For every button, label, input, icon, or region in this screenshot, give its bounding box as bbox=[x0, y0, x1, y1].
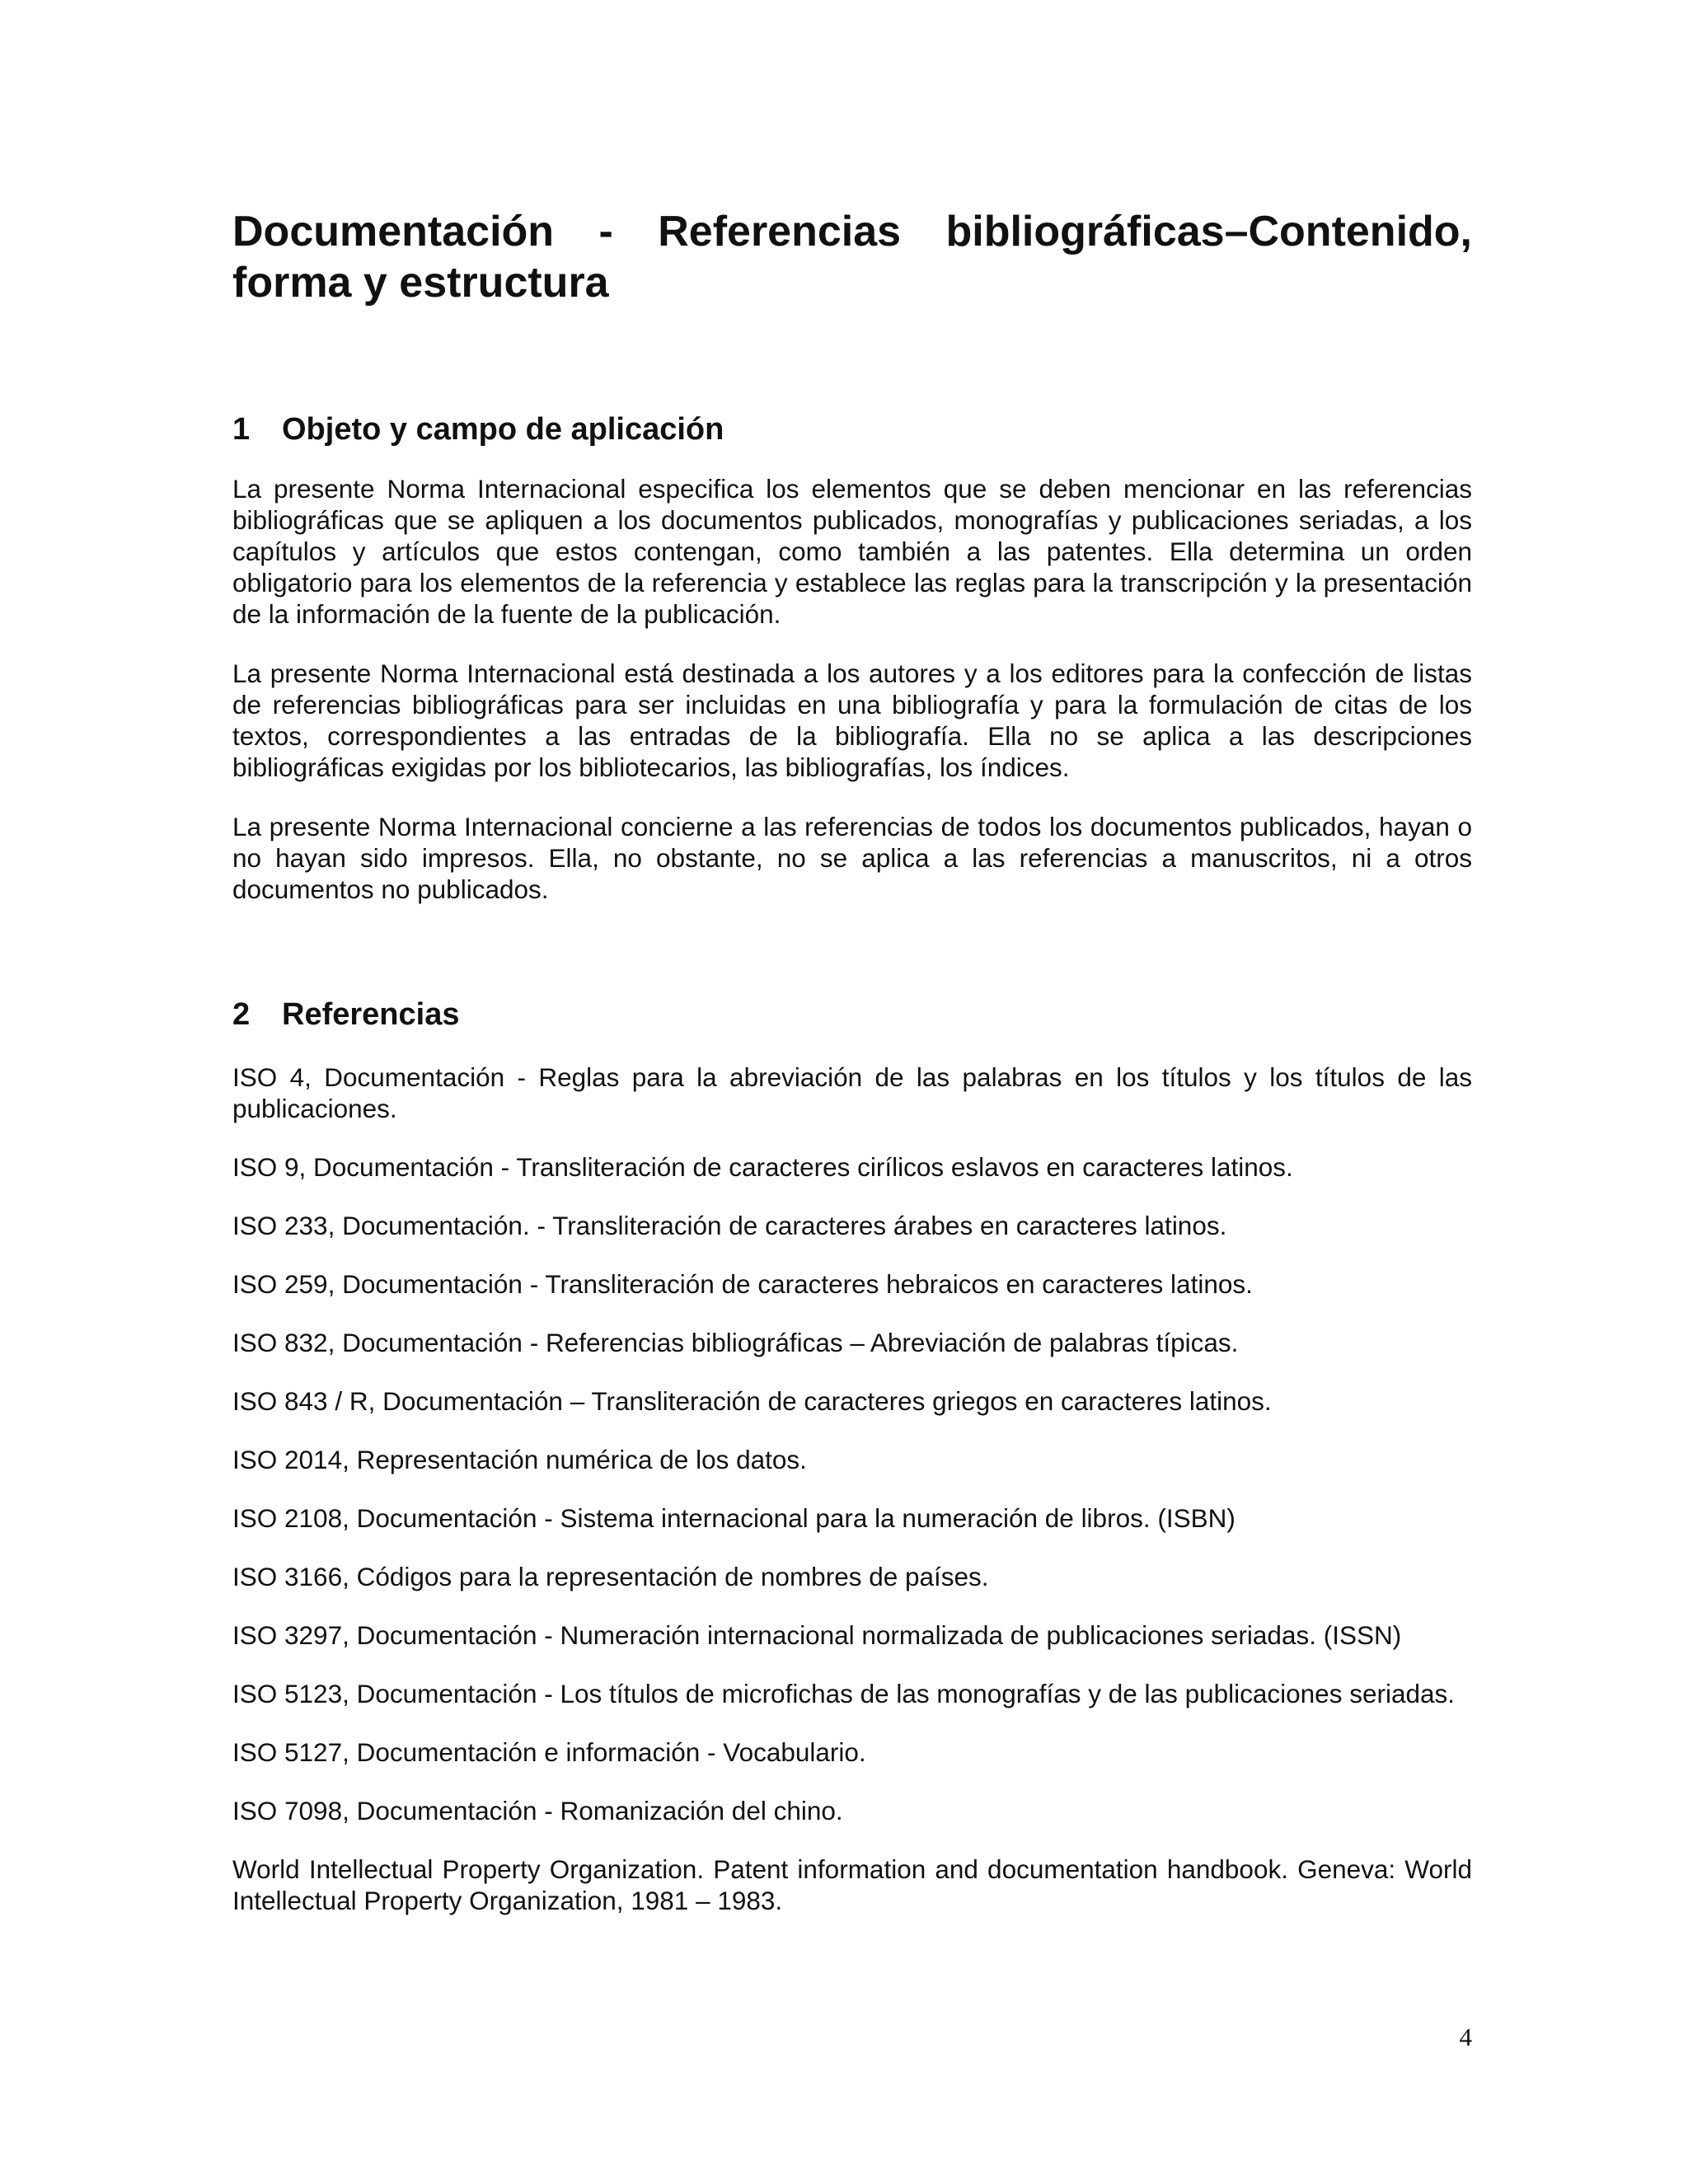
reference-item: ISO 2108, Documentación - Sistema internacional para la numeración de libros. (ISBN) bbox=[232, 1503, 1236, 1533]
section-number: 1 bbox=[232, 412, 251, 447]
document-page bbox=[232, 0, 1472, 2184]
section-number: 2 bbox=[232, 997, 251, 1032]
reference-list bbox=[232, 1062, 1472, 1943]
section-title: Objeto y campo de aplicación bbox=[282, 412, 724, 447]
reference-item: ISO 832, Documentación - Referencias bibliográficas – Abreviación de palabras típicas. bbox=[232, 1328, 1239, 1357]
paragraph: La presente Norma Internacional especifica los elementos que se deben mencionar en las referencias bibliográficas que se apliquen a los documentos publicados, monografías y publicaciones seriadas, a los capítulos y artículos que estos contengan, como también a las patentes. Ella determina un orden obligatorio para los elementos de la referencia y establece las reglas para la transcripción y la presentación de la información de la fuente de la publicación. bbox=[232, 474, 1472, 629]
reference-item: ISO 3297, Documentación - Numeración internacional normalizada de publicaciones seriadas. (ISSN) bbox=[232, 1620, 1402, 1650]
reference-item: ISO 3166, Códigos para la representación de nombres de países. bbox=[232, 1562, 989, 1591]
reference-item: ISO 233, Documentación. - Transliteración de caracteres árabes en caracteres latinos. bbox=[232, 1211, 1227, 1240]
paragraph: La presente Norma Internacional concierne a las referencias de todos los documentos publicados, hayan o no hayan sido impresos. Ella, no obstante, no se aplica a las referencias a manuscritos, ni a otros documentos no publicados. bbox=[232, 812, 1472, 904]
reference-item: World Intellectual Property Organization. Patent information and documentation handbook. Geneva: World Intellectual Property Organization, 1981 – 1983. bbox=[232, 1854, 1472, 1915]
section-heading-1 bbox=[232, 410, 1472, 448]
reference-item: ISO 5123, Documentación - Los títulos de microfichas de las monografías y de las publicaciones seriadas. bbox=[232, 1679, 1456, 1708]
reference-item: ISO 5127, Documentación e información - Vocabulario. bbox=[232, 1737, 866, 1767]
reference-item: ISO 4, Documentación - Reglas para la abreviación de las palabras en los títulos y los títulos de las publicaciones. bbox=[232, 1062, 1472, 1123]
document-title: Documentación - Referencias bibliográficas–Contenido, forma y estructura bbox=[232, 208, 1472, 307]
reference-item: ISO 2014, Representación numérica de los datos. bbox=[232, 1445, 807, 1474]
paragraph: La presente Norma Internacional está destinada a los autores y a los editores para la confección de listas de referencias bibliográficas para ser incluidas en una bibliografía y para la formulación de citas de los textos, correspondientes a las entradas de la bibliografía. Ella no se aplica a las descripciones bibliográficas exigidas por los bibliotecarios, las bibliografías, los índices. bbox=[232, 658, 1472, 782]
section-heading-2 bbox=[232, 996, 1472, 1033]
section-title: Referencias bbox=[282, 997, 460, 1032]
reference-item: ISO 843 / R, Documentación – Transliteración de caracteres griegos en caracteres latinos. bbox=[232, 1386, 1272, 1416]
reference-item: ISO 259, Documentación - Transliteración de caracteres hebraicos en caracteres latinos. bbox=[232, 1269, 1253, 1299]
page-number: 4 bbox=[1459, 2022, 1472, 2051]
reference-item: ISO 7098, Documentación - Romanización del chino. bbox=[232, 1796, 843, 1825]
reference-item: ISO 9, Documentación - Transliteración de caracteres cirílicos eslavos en caracteres latinos. bbox=[232, 1152, 1293, 1182]
